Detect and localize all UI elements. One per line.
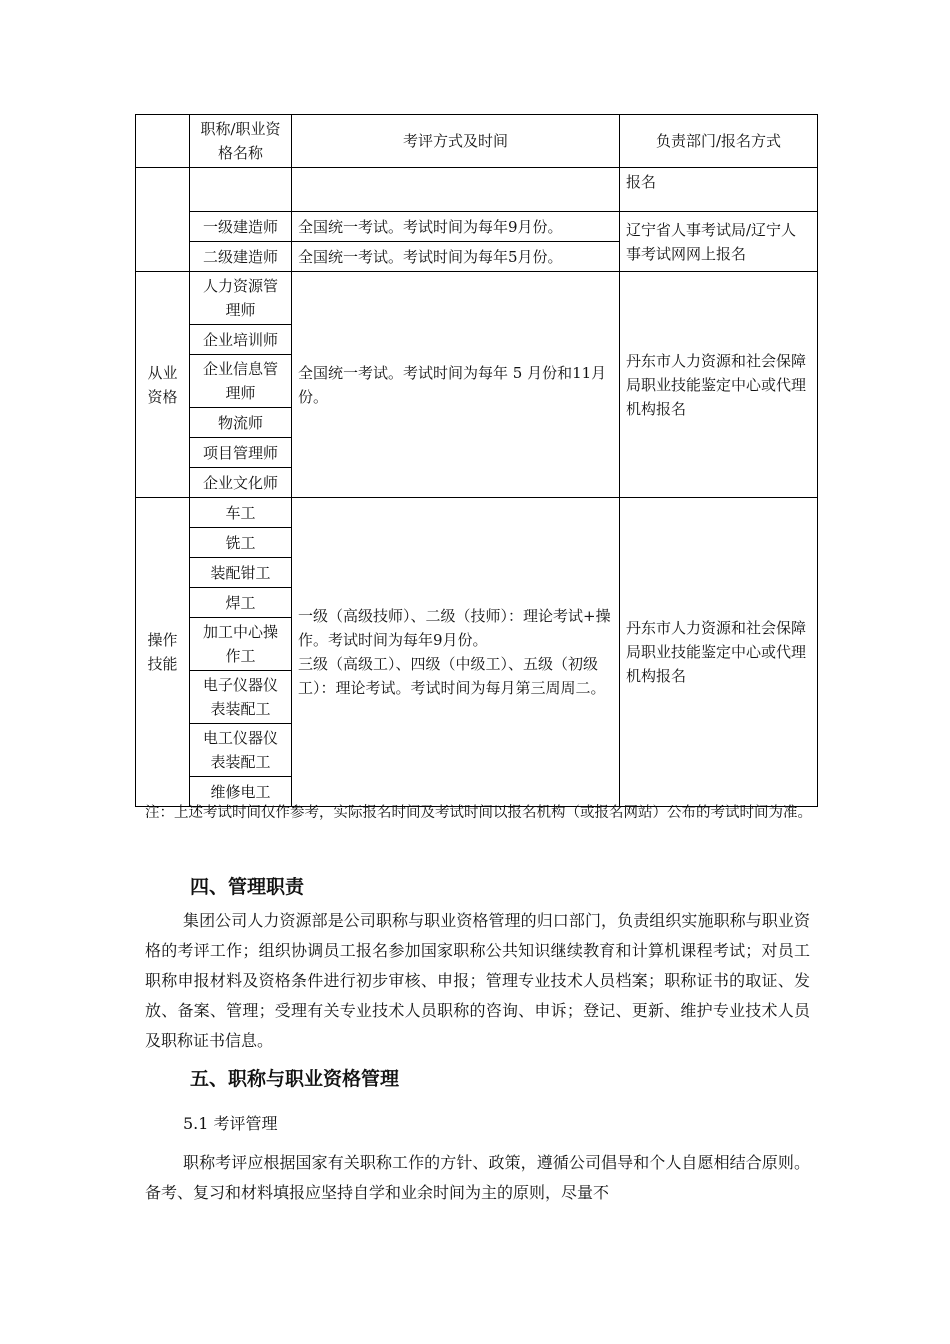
method-cell [292,498,620,807]
method-cell: 全国统一考试。考试时间为每年9月份。 [292,212,620,242]
name-cell: 装配钳工 [190,558,292,588]
name-cell: 车工 [190,498,292,528]
name-cell: 企业文化师 [190,468,292,498]
name-cell: 电子仪器仪表装配工 [190,671,292,724]
table-row [136,168,818,212]
section-4-heading: 四、管理职责 [190,876,305,898]
table-header-row [136,115,818,168]
method-cell: 全国统一考试。考试时间为每年 5 月份和11月份。 [292,272,620,498]
name-cell: 人力资源管理师 [190,272,292,325]
category-cell [136,168,190,272]
table-note: 注：上述考试时间仅作参考，实际报名时间及考试时间以报名机构（或报名网站）公布的考试时间为准。 [145,805,812,821]
name-cell: 项目管理师 [190,438,292,468]
method-cell: 全国统一考试。考试时间为每年5月份。 [292,242,620,272]
category-cell: 从业资格 [136,272,190,498]
name-cell: 电工仪器仪表装配工 [190,724,292,777]
category-cell: 操作技能 [136,498,190,807]
header-name: 职称/职业资格名称 [190,115,292,168]
name-cell: 焊工 [190,588,292,618]
name-cell [190,168,292,212]
table-row [136,498,818,528]
name-cell: 铣工 [190,528,292,558]
dept-cell: 辽宁省人事考试局/辽宁人事考试网网上报名 [620,212,818,272]
dept-cell: 丹东市人力资源和社会保障局职业技能鉴定中心或代理机构报名 [620,498,818,807]
header-method: 考评方式及时间 [292,115,620,168]
subsection-5-1-title: 5.1 考评管理 [183,1114,278,1133]
section-5-heading: 五、职称与职业资格管理 [190,1068,400,1090]
dept-cell: 丹东市人力资源和社会保障局职业技能鉴定中心或代理机构报名 [620,272,818,498]
section-5-paragraph: 职称考评应根据国家有关职称工作的方针、政策，遵循公司倡导和个人自愿相结合原则。备考、复习和材料填报应坚持自学和业余时间为主的原则，尽量不 [145,1153,810,1202]
method-cell [292,168,620,212]
method-line-2: 三级（高级工）、四级（中级工）、五级（初级工）：理论考试。考试时间为每月第三周周二。 [298,655,606,697]
name-cell: 加工中心操作工 [190,618,292,671]
table-row [136,212,818,242]
name-cell: 二级建造师 [190,242,292,272]
method-line-1: 一级（高级技师）、二级（技师）：理论考试+操作。考试时间为每年9月份。 [298,607,611,649]
header-dept: 负责部门/报名方式 [620,115,818,168]
name-cell: 企业信息管理师 [190,355,292,408]
header-category [136,115,190,168]
section-4-paragraph: 集团公司人力资源部是公司职称与职业资格管理的归口部门，负责组织实施职称与职业资格的考评工作；组织协调员工报名参加国家职称公共知识继续教育和计算机课程考试；对员工职称申报材料及资格条件进行初步审核、申报；管理专业技术人员档案；职称证书的取证、发放、备案、管理；受理有关专业技术人员职称的咨询、申诉；登记、更新、维护专业技术人员及职称证书信息。 [145,911,810,1050]
dept-cell: 报名 [620,168,818,212]
name-cell: 一级建造师 [190,212,292,242]
name-cell: 企业培训师 [190,325,292,355]
qualification-table [135,114,818,807]
name-cell: 物流师 [190,408,292,438]
name-cell: 维修电工 [190,777,292,807]
table-row [136,272,818,325]
